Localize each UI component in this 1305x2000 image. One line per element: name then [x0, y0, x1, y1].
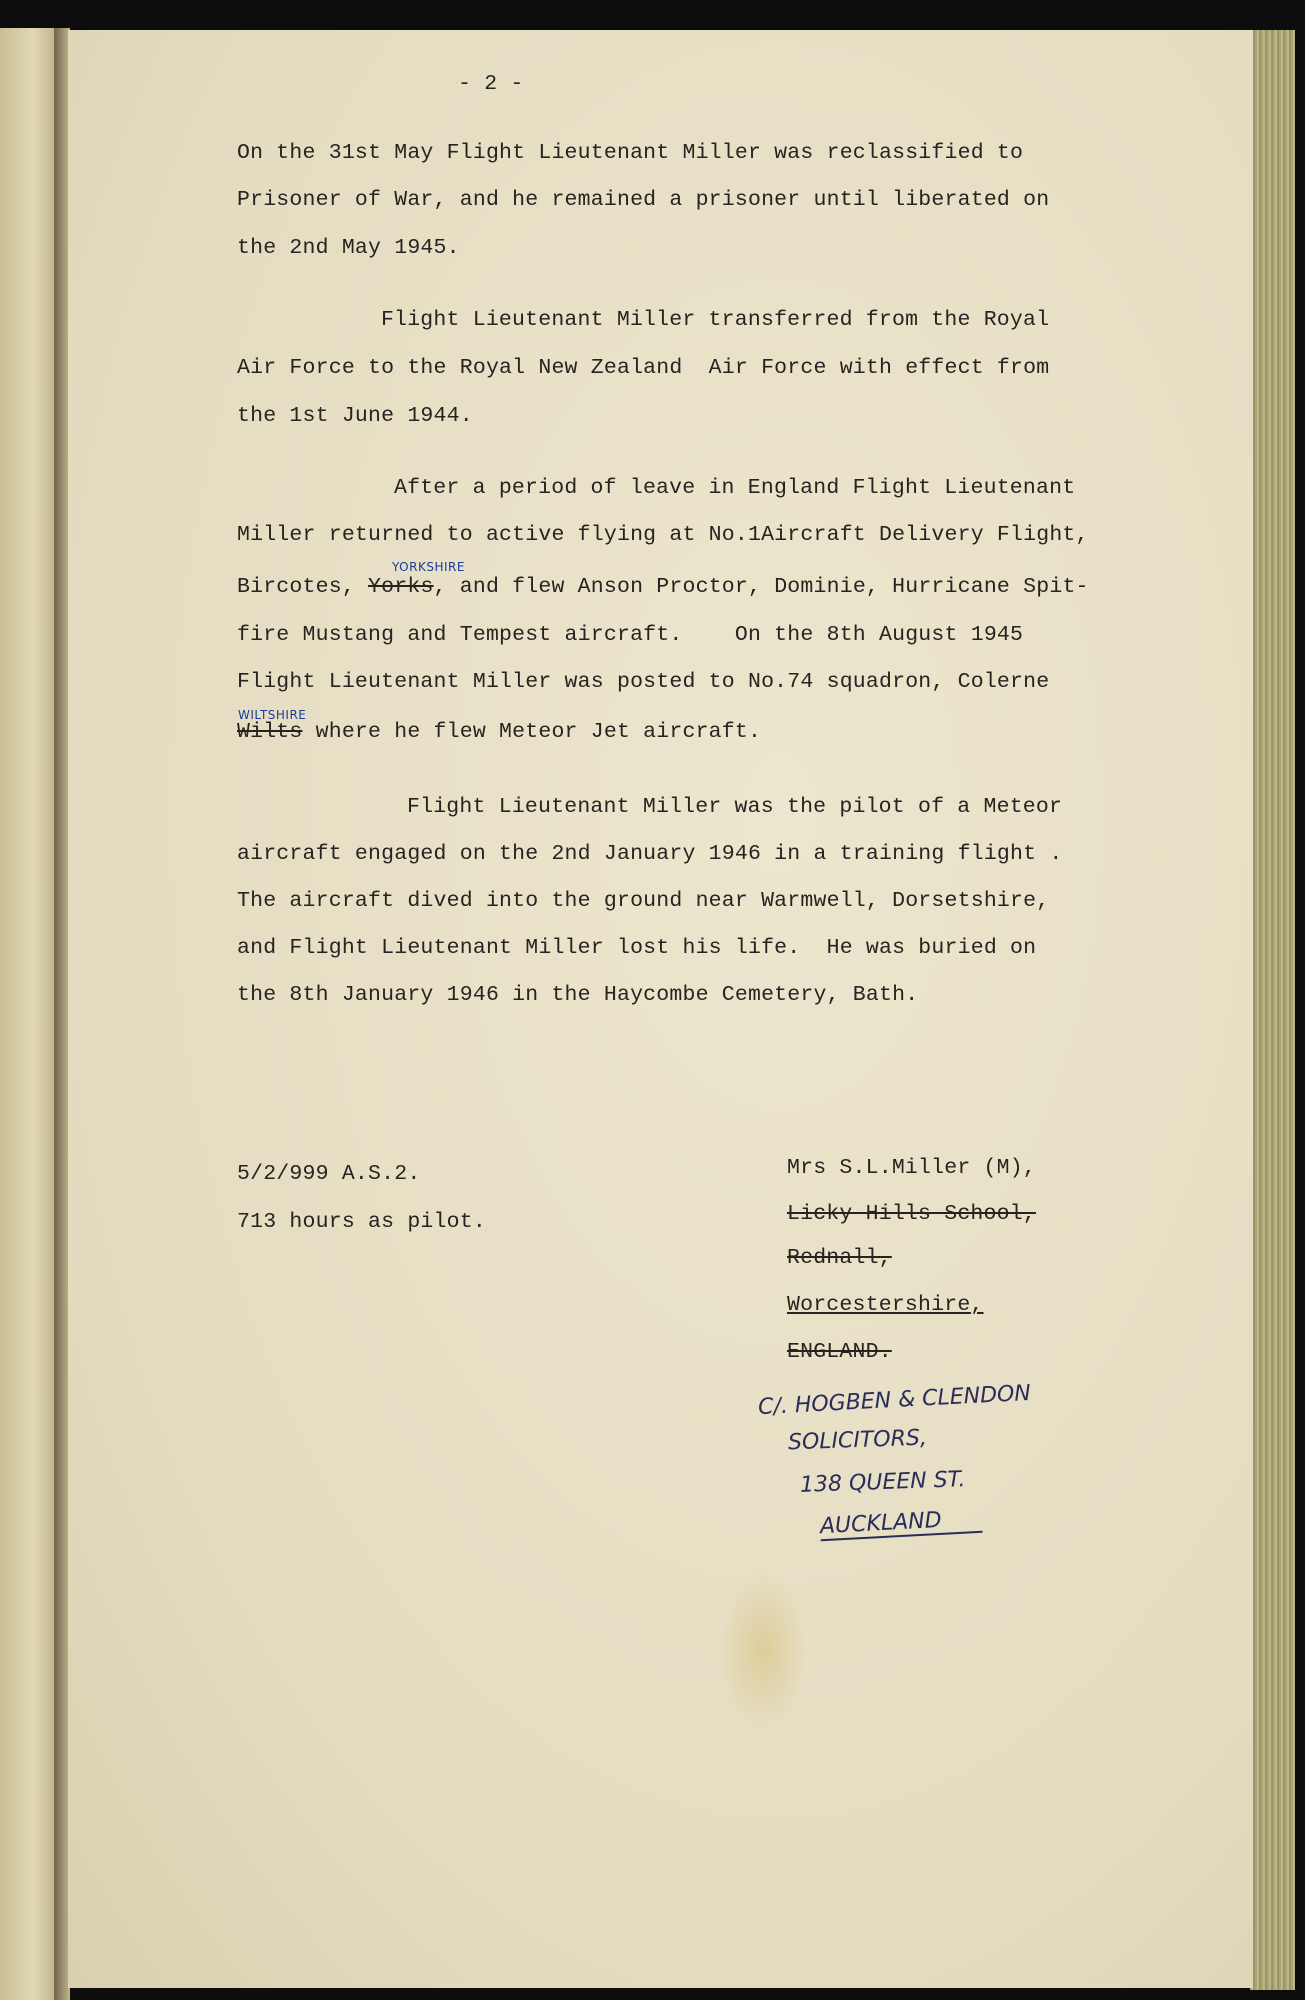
struck-yorks: Yorks	[368, 575, 434, 599]
address-line-struck-school: Licky Hills School,	[787, 1202, 1036, 1226]
address-line-worcestershire: Worcestershire,	[787, 1293, 984, 1317]
struck-wilts: Wilts	[237, 720, 303, 744]
p3-line-1: After a period of leave in England Flight Lieutenant	[394, 476, 1076, 500]
handwritten-wiltshire-insert: WILTSHIRE	[238, 708, 307, 722]
p4-line-1: Flight Lieutenant Miller was the pilot of a Meteor	[407, 795, 1063, 819]
p3-line-5: Flight Lieutenant Miller was posted to No.74 squadron, Colerne	[237, 670, 1050, 694]
left-page-edge	[0, 28, 60, 2000]
p2-line-1: Flight Lieutenant Miller transferred from the Royal	[381, 308, 1050, 332]
p3-line-6	[237, 720, 761, 744]
handwritten-address-line-2: SOLICITORS,	[787, 1425, 928, 1456]
p2-line-3: the 1st June 1944.	[237, 404, 473, 428]
handwritten-address-line-4: AUCKLAND	[819, 1506, 982, 1541]
p3-line-3-start: Bircotes,	[237, 575, 369, 599]
p4-line-5: the 8th January 1946 in the Haycombe Cemetery, Bath.	[237, 983, 919, 1007]
p3-line-3-end: , and flew Anson Proctor, Dominie, Hurricane Spit-	[433, 575, 1089, 599]
p3-line-6-end: where he flew Meteor Jet aircraft.	[302, 720, 762, 744]
document-page	[68, 30, 1253, 1988]
p2-line-2: Air Force to the Royal New Zealand Air Force with effect from	[237, 356, 1050, 380]
p4-line-2: aircraft engaged on the 2nd January 1946 in a training flight .	[237, 842, 1063, 866]
paper-stain	[718, 1570, 808, 1730]
p3-line-2: Miller returned to active flying at No.1Aircraft Delivery Flight,	[237, 523, 1089, 547]
file-reference: 5/2/999 A.S.2.	[237, 1162, 421, 1186]
p3-line-4: fire Mustang and Tempest aircraft. On the 8th August 1945	[237, 623, 1024, 647]
page-stack-edge	[1250, 30, 1295, 1990]
p4-line-4: and Flight Lieutenant Miller lost his life. He was buried on	[237, 936, 1037, 960]
handwritten-address-line-1: C/. HOGBEN & CLENDON	[757, 1380, 1032, 1421]
p4-line-3: The aircraft dived into the ground near Warmwell, Dorsetshire,	[237, 889, 1050, 913]
handwritten-yorkshire-insert: YORKSHIRE	[392, 560, 465, 574]
flying-hours: 713 hours as pilot.	[237, 1210, 486, 1234]
p3-line-3	[237, 575, 1089, 599]
p1-line-2: Prisoner of War, and he remained a prisoner until liberated on	[237, 188, 1050, 212]
address-line-struck-rednall: Rednall,	[787, 1246, 892, 1270]
p1-line-1: On the 31st May Flight Lieutenant Miller was reclassified to	[237, 141, 1024, 165]
page-number: - 2 -	[458, 72, 524, 96]
address-line-struck-england: ENGLAND.	[787, 1340, 892, 1364]
p1-line-3: the 2nd May 1945.	[237, 236, 460, 260]
handwritten-address-line-3: 138 QUEEN ST.	[799, 1467, 966, 1498]
addressee-name: Mrs S.L.Miller (M),	[787, 1156, 1036, 1180]
